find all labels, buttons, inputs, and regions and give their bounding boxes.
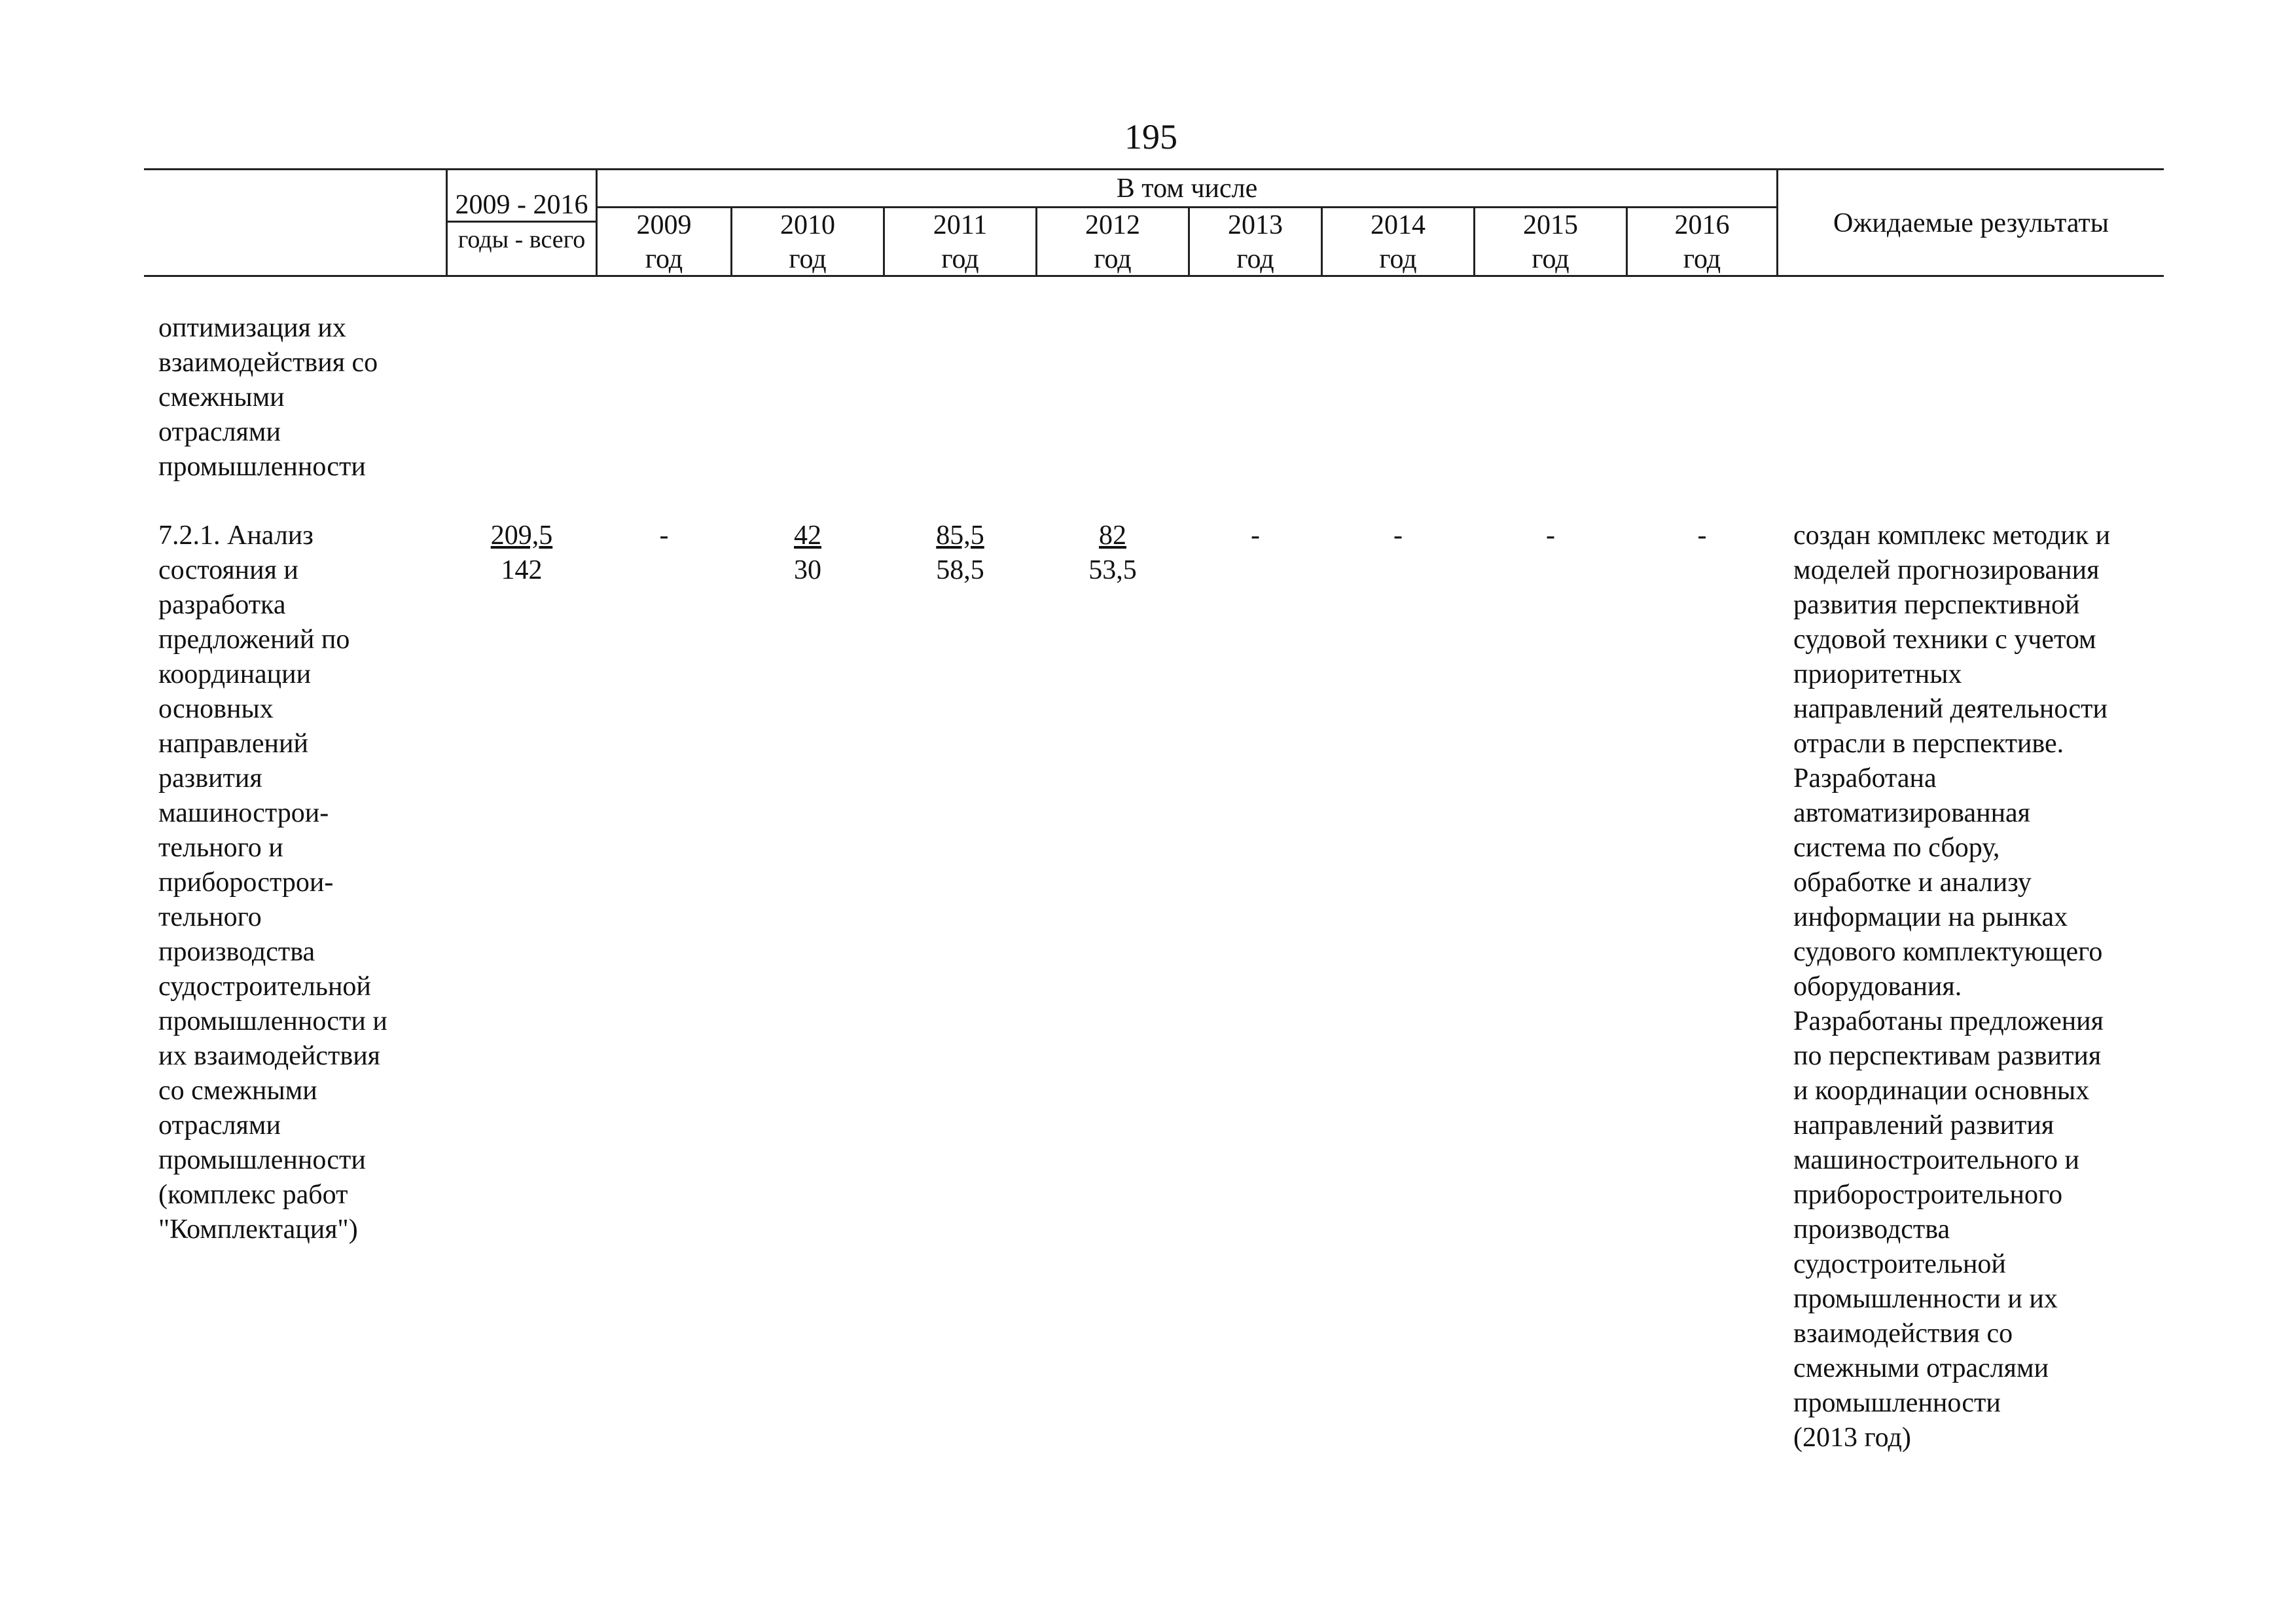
year-header-2014: 2014 год xyxy=(1371,210,1426,274)
continuation-row-name: оптимизация их взаимодействия со смежными отраслями промышленности xyxy=(158,313,378,482)
value-2015: - xyxy=(1546,520,1555,551)
total-col-header-line2: годы - всего xyxy=(457,226,586,253)
value-2010-bottom: 30 xyxy=(794,555,821,585)
page-number: 195 xyxy=(1124,117,1177,156)
year-header-2016: 2016 год xyxy=(1674,210,1730,274)
value-2010 xyxy=(732,519,883,588)
group-header-label: В том числе xyxy=(1116,173,1258,204)
year-header-2011: 2011 год xyxy=(933,210,988,274)
year-header-2012: 2012 год xyxy=(1085,210,1140,274)
total-value-cell xyxy=(448,519,596,588)
value-2011 xyxy=(885,519,1035,588)
year-header-2013: 2013 год xyxy=(1228,210,1283,274)
expected-results-cell: создан комплекс методик и моделей прогнозирования развития перспективной судовой техники с учетом приоритетных направлений деятельности отрасли в перспективе. Разработана автоматизированная система по сбору, обработке и анализу информации на рынках судового комплектующего оборудования. Разработаны предложения по перспективам развития и координации основных направлений развития машиностроительного и приборостроительного производства судостроительной промышленности и их взаимодействия со смежными отраслями промышленности (2013 год) xyxy=(1793,520,2111,1453)
row-name-cell: 7.2.1. Анализ состояния и разработка предложений по координации основных направлений развития машинострои- тельного и приборострои- тельного производства судостроительной промышленности и их взаимодействия со смежными отраслями промышленности (комплекс работ "Комплектация") xyxy=(158,520,387,1245)
value-2014: - xyxy=(1393,520,1403,551)
total-col-header-line1: 2009 - 2016 xyxy=(455,190,588,220)
value-2013: - xyxy=(1251,520,1260,551)
value-2009: - xyxy=(659,520,669,551)
total-value-top: 209,5 xyxy=(490,520,553,551)
value-2010-top: 42 xyxy=(794,520,821,551)
year-header-2009: 2009 год xyxy=(636,210,692,274)
year-header-2010: 2010 год xyxy=(780,210,835,274)
value-2011-bottom: 58,5 xyxy=(936,555,984,585)
results-col-header: Ожидаемые результаты xyxy=(1833,208,2109,238)
value-2012-bottom: 53,5 xyxy=(1088,555,1137,585)
value-2012-top: 82 xyxy=(1099,520,1126,551)
value-2016: - xyxy=(1697,520,1707,551)
value-2012 xyxy=(1037,519,1188,588)
value-2011-top: 85,5 xyxy=(936,520,984,551)
year-header-2015: 2015 год xyxy=(1523,210,1578,274)
total-value-bottom: 142 xyxy=(501,555,543,585)
